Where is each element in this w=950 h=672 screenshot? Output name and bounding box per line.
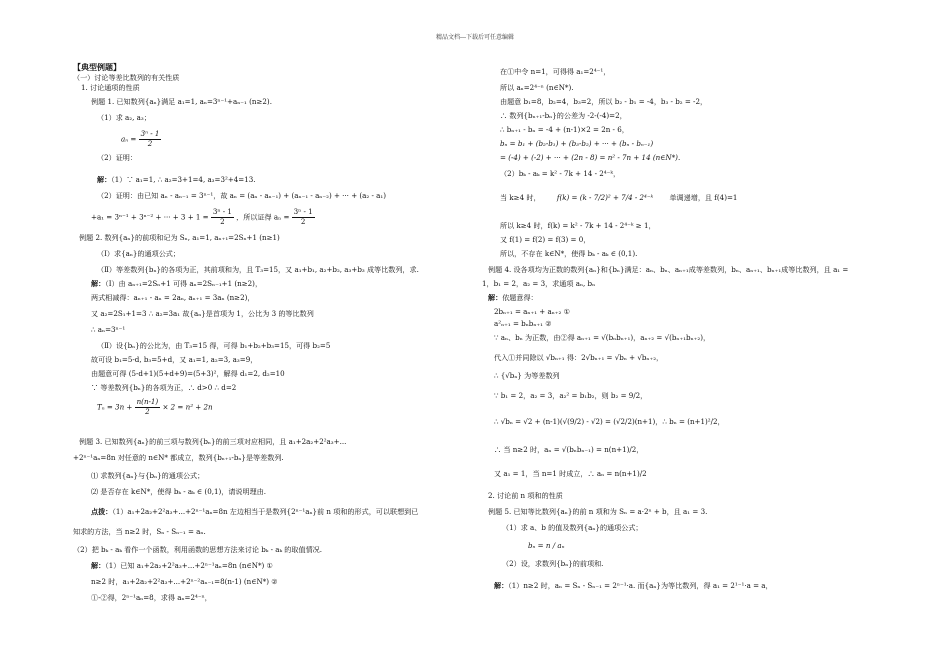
ex3-solution-1 [91,562,273,571]
ex1-formula-lhs: aₙ = [121,134,137,144]
ex2-solution-6: 故可设 b₁=5-d, b₃=5+d，又 a₁=1, a₂=3, a₃=9， [91,355,258,364]
fraction-denominator: 2 [147,138,153,148]
hint-text: （1）a₁+2a₂+2²a₃+...+2ⁿ⁻¹aₙ=8n 左边相当于是数列{2ⁿ⁻¹aₙ}前 n 项和的形式，可以联想到已 [112,507,419,516]
solution-text: ，所以证得 aₙ = [236,212,290,222]
ex3-solution-cont-5: ∴ bₙ₊₁ - bₙ = -4 + (n-1)×2 = 2n - 6， [500,125,629,134]
solution-label: 解： [91,279,106,288]
ex5-formula: bₙ = n / aₙ [528,541,565,550]
ex2-solution-3: 又 a₂=2S₁+1=3 ∴ a₂=3a₁ 故{aₙ}是首项为 1，公比为 3 的等比数列 [91,309,314,318]
ex4-solution-6: ∵ b₁ = 2，a₂ = 3，a₂² = b₁b₂，则 b₂ = 9/2， [494,391,648,400]
ex2-solution-2: 两式相减得：aₙ₊₁ - aₙ = 2aₙ, aₙ₊₁ = 3aₙ (n≥2)， [91,293,255,302]
ex1-formula [121,130,161,149]
ex3-solution-cont-10: 所以 k≥4 时，f(k) = k² - 7k + 14 - 2⁴⁻ᵏ ≥ 1， [500,221,656,230]
ex3-solution-2: n≥2 时，a₁+2a₂+2²a₃+...+2ⁿ⁻²aₙ₋₁=8(n-1) (n∈N*) ② [91,577,278,586]
solution-text: Tₙ = 3n + [97,402,133,412]
ex3-question-1: ⑴ 求数列{aₙ}与{bₙ}的通项公式； [91,471,205,480]
section-2-heading: 2. 讨论前 n 项和的性质 [488,491,563,500]
ex2-solution-4: ∴ aₙ=3ⁿ⁻¹ [91,325,126,334]
ex3-solution-cont-9 [500,194,737,203]
ex4-solution-0 [488,294,538,303]
solution-text: （1）已知 a₁+2a₂+2²a₃+...+2ⁿ⁻¹aₙ=8n (n∈N*) ① [105,561,273,570]
ex4-solution-3: ∵ aₙ、bₙ 为正数，由②得 aₙ₊₁ = √(bₙbₙ₊₁)，aₙ₊₂ = √(bₙ₊₁bₙ₊₂)， [494,333,711,342]
fraction-denominator: 2 [220,216,225,226]
ex1-solution-1 [97,176,256,185]
ex4-solution-2: a²ₙ₊₁ = bₙbₙ₊₁ ② [494,319,552,328]
fraction-numerator: 3ⁿ - 1 [293,207,313,216]
example-2: 例题 2. 数列{aₙ}的前项和记为 Sₙ, a₁=1, aₙ₊₁=2Sₙ+1 (n≥1) [79,233,280,242]
ex2-question-2: （Ⅱ）等差数列{bₙ}的各项为正，其前项和为，且 T₃=15，又 a₁+b₁, a₂+b₂, a₃+b₃ 成等比数列，求. [97,265,419,274]
ex4-solution-9: 又 a₁ = 1，当 n=1 时成立，∴ aₙ = n(n+1)/2 [494,469,647,478]
ex1-question-1: （1）求 a₂, a₃； [97,113,151,122]
ex2-solution-5: （Ⅱ）设{bₙ}的公比为，由 T₃=15 得，可得 b₁+b₂+b₃=15，可得 b₂=5 [97,341,331,350]
ex5-solution-1 [494,582,773,591]
ex1-formula-fraction [139,130,162,149]
ex3-solution-cont-2: 所以 aₙ=2⁴⁻ⁿ (n∈N*). [500,83,574,92]
solution-text: （1）∵ a₁=1, ∴ a₂=3+1=4, a₃=3²+4=13. [111,175,256,184]
page-header: 精品文档---下载后可任意编辑 [435,34,515,41]
hint-label: 点拨： [91,507,113,516]
solution-text: +a₁ = 3ⁿ⁻¹ + 3ⁿ⁻² + ··· + 3 + 1 = [91,212,209,222]
example-3: 例题 3. 已知数列{aₙ}的前三项与数列{bₙ}的前三项对应相同，且 a₁+2a₂+2²a₃+... [79,437,347,446]
ex3-solution-cont-11: 又 f(1) = f(2) = f(3) = 0， [500,235,591,244]
section-title: 【典型例题】 [73,62,121,72]
ex3-solution-cont-1: 在①中令 n=1，可得得 a₁=2⁴⁻¹， [500,67,611,76]
example-4-cont: 1，b₁ = 2，a₂ = 3，求通项 aₙ, bₙ [482,279,596,288]
ex3-solution-cont-4: ∴ 数列{bₙ₊₁-bₙ}的公差为 -2-(-4)=2， [500,111,627,120]
ex2-solution-9 [97,398,213,417]
example-4: 例题 4. 设各项均为正数的数列{aₙ}和{bₙ}满足：aₙ、bₙ、aₙ₊₁成等差数列，bₙ、aₙ₊₁、bₙ₊₁成等比数列，且 a₁ = [488,265,849,274]
ex5-question-2: （2）设，求数列{bₙ}的前项和. [502,559,604,568]
subsection-heading: 1. 讨论通项的性质 [81,83,140,92]
ex3-solution-cont-12: 所以，不存在 k∈N*，使得 bₖ - aₖ ∈ (0,1). [500,249,638,258]
solution-fraction [292,208,315,227]
fraction-numerator: 3ⁿ - 1 [140,129,160,138]
ex3-solution-3: ①-②得，2ⁿ⁻¹aₙ=8，求得 aₙ=2⁴⁻ⁿ， [91,593,212,602]
example-1: 例题 1. 已知数列{aₙ}满足 a₁=1, aₙ=3ⁿ⁻¹+aₙ₋₁ (n≥2). [91,97,272,106]
solution-label: 解： [91,561,106,570]
solution-text: （1）n≥2 时，aₙ = Sₙ - Sₙ₋₁ = 2ⁿ⁻¹·a. 而{aₙ}为等比数列，得 a₁ = 2¹⁻¹·a = a， [508,581,773,590]
fraction-numerator: n(n-1) [136,397,159,406]
ex4-solution-5: ∴ {√bₙ} 为等差数列 [494,371,560,380]
ex2-solution-1 [91,280,262,289]
solution-text: 依题意得： [502,293,538,302]
ex3-hint-2: 知求的方法，当 n≥2 时，Sₙ - Sₙ₋₁ = aₙ. [73,527,206,536]
solution-label: 解： [488,293,503,302]
ex4-solution-7: ∴ √bₙ = √2 + (n-1)(√(9/2) - √2) = (√2/2)(n+1)，∴ bₙ = (n+1)²/2， [494,417,725,426]
solution-text: （Ⅰ）由 aₙ₊₁=2Sₙ+1 可得 aₙ=2Sₙ₋₁+1 (n≥2)， [105,279,263,288]
ex2-solution-7: 由题意可得 (5-d+1)(5+d+9)=(5+3)²，解得 d₁=2, d₂=10 [91,369,285,378]
ex1-solution-3 [91,208,315,227]
ex3-question-2: ⑵ 是否存在 k∈N*，使得 bₖ - aₖ ∈ (0,1)，请说明理由. [91,487,267,496]
ex1-solution-2: （2）证明：由已知 aₙ - aₙ₋₁ = 3ⁿ⁻¹，故 aₙ = (aₙ - aₙ₋₁) + (aₙ₋₁ - aₙ₋₂) + ··· + (a₂ - a₁) [97,191,386,200]
ex4-solution-8: ∴ 当 n≥2 时，aₙ = √(bₙbₙ₋₁) = n(n+1)/2， [494,445,644,454]
section-heading: （一）讨论等差比数列的有关性质 [73,73,180,82]
example-5: 例题 5. 已知等比数列{aₙ}的前 n 项和为 Sₙ = a·2ⁿ + b，且 a₁ = 3. [488,507,708,516]
solution-text: 当 k≥4 时， [500,193,541,202]
fraction-numerator: 3ⁿ - 1 [212,207,232,216]
ex3-solution-cont-6: bₙ = b₁ + (b₂-b₁) + (b₃-b₂) + ··· + (bₙ - bₙ₋₁) [500,139,654,148]
ex2-question-1: （Ⅰ）求{aₙ}的通项公式； [97,249,180,258]
solution-formula: f(k) = (k - 7/2)² + 7/4 - 2⁴⁻ᵏ [556,193,654,202]
ex1-question-2: （2）证明： [97,153,137,162]
fraction-denominator: 2 [300,216,306,226]
ex3-solution-cont-3: 由题意 b₁=8，b₂=4，b₃=2，所以 b₂ - b₁ = -4，b₃ - b₂ = -2， [500,97,708,106]
ex4-solution-1: 2bₙ₊₁ = aₙ₊₁ + aₙ₊₂ ① [494,307,571,316]
ex2-solution-8: ∵ 等差数列{bₙ}的各项为正，∴ d>0 ∴ d=2 [91,383,237,392]
solution-label: 解： [97,175,112,184]
ex3-solution-cont-8: （2）bₖ - aₖ = k² - 7k + 14 - 2⁴⁻ᵏ， [500,169,621,178]
ex4-solution-4: 代入①并同除以 √bₙ₊₁ 得：2√bₙ₊₁ = √bₙ + √bₙ₊₂， [494,353,664,362]
ex3-hint-1 [91,508,418,517]
solution-label: 解： [494,581,509,590]
solution-text: 单调递增，且 f(4)=1 [669,193,738,202]
ex3-solution-cont-7: = (-4) + (-2) + ··· + (2n - 8) = n² - 7n + 14 (n∈N*). [500,153,681,162]
ex3-hint-3: （2）把 bₖ - aₖ 看作一个函数，利用函数的思想方法来讨论 bₖ - aₖ 的取值情况. [73,545,323,554]
fraction-denominator: 2 [145,406,150,416]
ex5-question-1: （1）求 a、b 的值及数列{aₙ}的通项公式； [502,523,643,532]
example-3-cont: +2ⁿ⁻¹aₙ=8n 对任意的 n∈N* 都成立，数列{bₙ₊₁-bₙ}是等差数列. [73,453,284,462]
solution-fraction [135,398,161,417]
solution-fraction [211,208,234,227]
solution-text: × 2 = n² + 2n [162,402,213,412]
